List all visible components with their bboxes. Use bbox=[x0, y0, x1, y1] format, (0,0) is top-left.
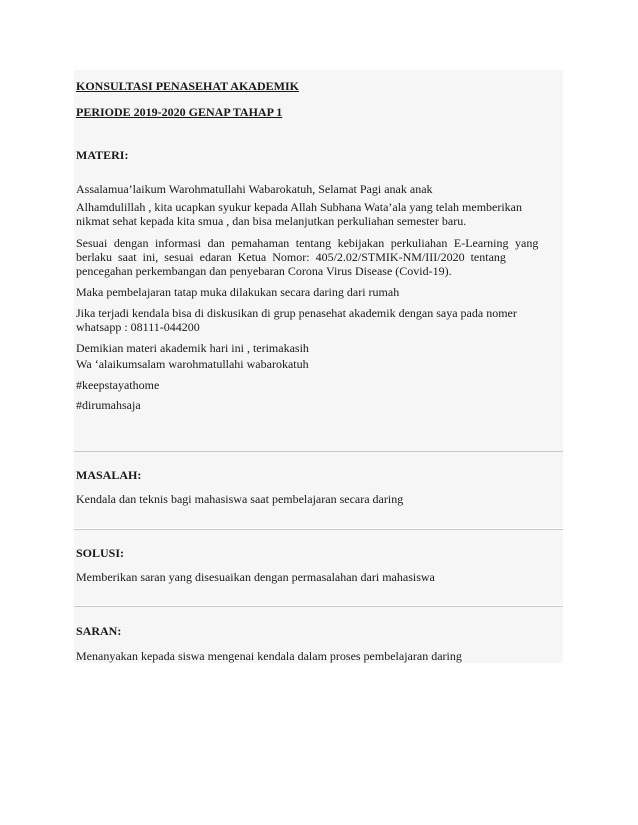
solusi-heading: SOLUSI: bbox=[76, 546, 125, 560]
masalah-text: Kendala dan teknis bagi mahasiswa saat pembelajaran secara daring bbox=[76, 492, 404, 506]
materi-heading: MATERI: bbox=[76, 148, 129, 162]
solusi-panel bbox=[74, 530, 563, 605]
daring-info: Maka pembelajaran tatap muka dilakukan secara daring dari rumah bbox=[76, 285, 400, 299]
policy-line-3: pencegahan perkembangan dan penyebaran Corona Virus Disease (Covid-19). bbox=[76, 264, 452, 278]
hashtag-keepstayathome: #keepstayathome bbox=[76, 378, 160, 392]
contact-line-2: whatsapp : 08111-044200 bbox=[76, 320, 200, 334]
period-label: PERIODE 2019-2020 GENAP TAHAP 1 bbox=[76, 105, 283, 119]
masalah-heading: MASALAH: bbox=[76, 468, 142, 482]
hashtag-dirumahsaja: #dirumahsaja bbox=[76, 398, 141, 412]
greeting-text: Assalamua’laikum Warohmatullahi Wabarokatuh, Selamat Pagi anak anak bbox=[76, 182, 433, 196]
policy-line-2: berlaku saat ini, sesuai edaran Ketua Nomor: 405/2.02/STMIK-NM/III/2020 tentang bbox=[76, 250, 506, 264]
gratitude-line-1: Alhamdulillah , kita ucapkan syukur kepada Allah Subhana Wata’ala yang telah memberikan bbox=[76, 200, 523, 214]
contact-line-1: Jika terjadi kendala bisa di diskusikan di grup penasehat akademik dengan saya pada nomer bbox=[76, 306, 517, 320]
solusi-text: Memberikan saran yang disesuaikan dengan permasalahan dari mahasiswa bbox=[76, 570, 435, 584]
saran-heading: SARAN: bbox=[76, 624, 122, 638]
gratitude-line-2: nikmat sehat kepada kita smua , dan bisa melanjutkan perkuliahan semester baru. bbox=[76, 214, 467, 228]
policy-line-1: Sesuai dengan informasi dan pemahaman tentang kebijakan perkuliahan E-Learning yang bbox=[76, 236, 539, 250]
closing-thanks: Demikian materi akademik hari ini , terimakasih bbox=[76, 341, 309, 355]
saran-text: Menanyakan kepada siswa mengenai kendala dalam proses pembelajaran daring bbox=[76, 649, 462, 663]
closing-salam: Wa ‘alaikumsalam warohmatullahi wabarokatuh bbox=[76, 357, 309, 371]
masalah-panel bbox=[74, 452, 563, 528]
document-title: KONSULTASI PENASEHAT AKADEMIK bbox=[76, 79, 299, 93]
